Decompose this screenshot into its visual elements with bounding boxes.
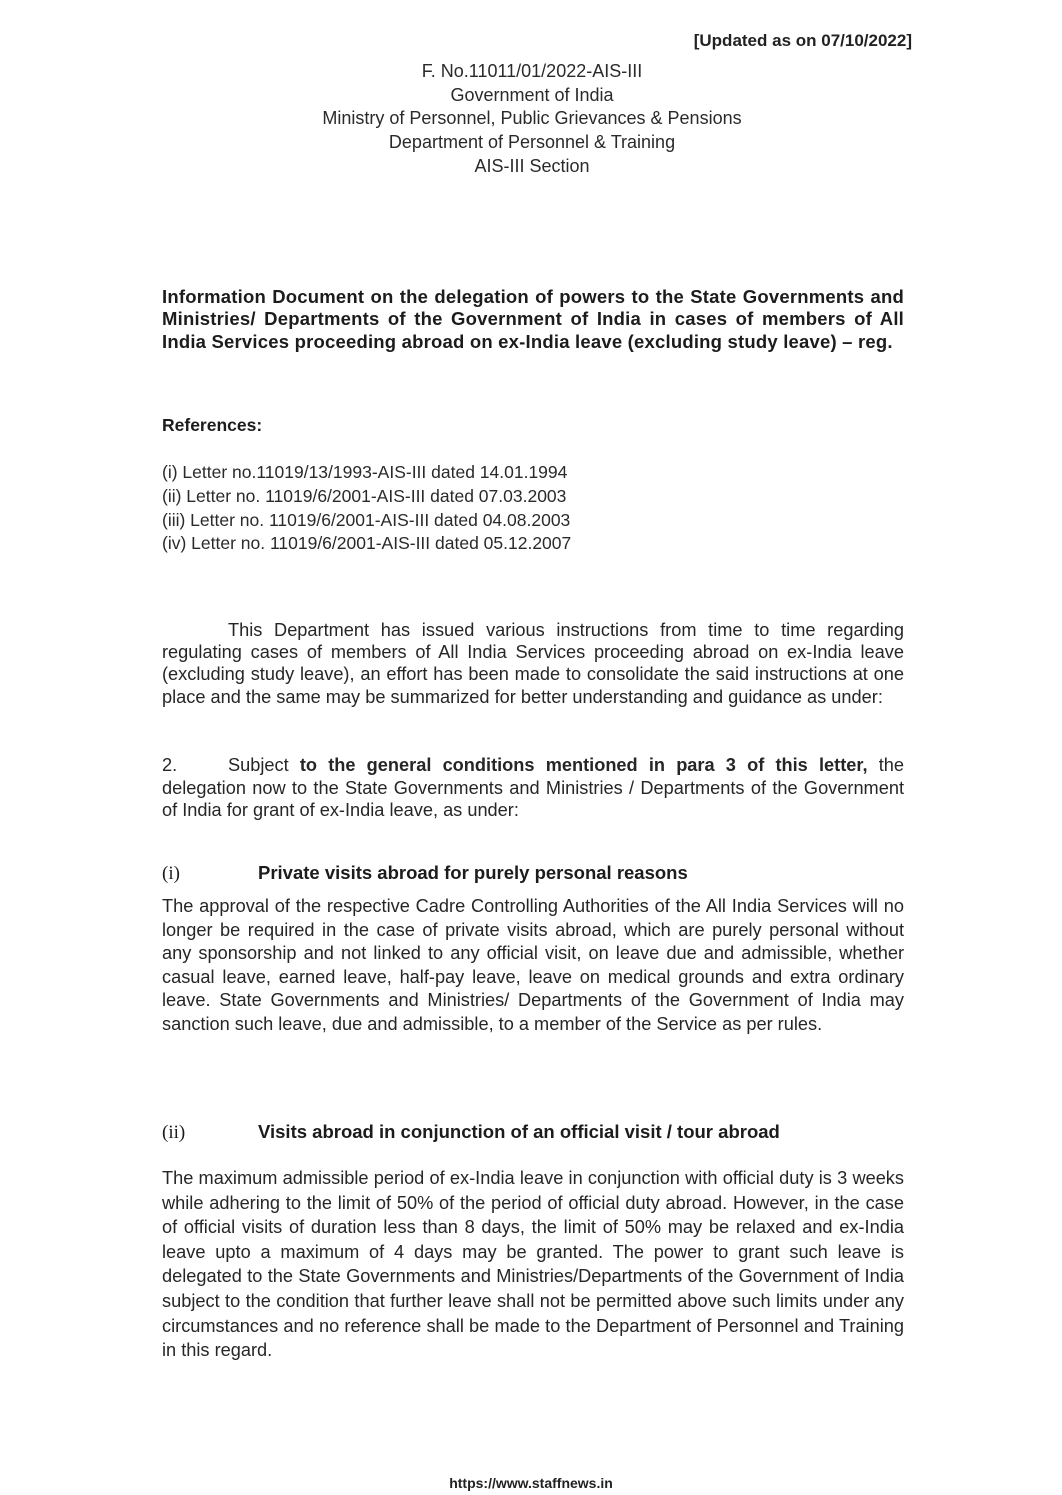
paragraph-number: 2. [162, 755, 178, 775]
section-body-1: The approval of the respective Cadre Controlling Authorities of the All India Services will no longer be required in the case of private visits abroad, which are purely personal without any sponsorship and not linked to any official visit, on leave due and admissible, whether casual leave, earned leave, half-pay leave, leave on medical grounds and extra ordinary leave. State Governments and Ministries/ Departments of the Government of India may sanction such leave, due and admissible, to a member of the Service as per rules. [162, 896, 904, 1034]
department-name: Department of Personnel & Training [388, 132, 676, 153]
paragraph-lead: Subject [228, 755, 300, 775]
paragraph-bold-text: to the general conditions mentioned in para 3 of this letter, [299, 755, 868, 775]
updated-date: [Updated as on 07/10/2022] [693, 31, 912, 50]
section-heading-1 [162, 862, 688, 885]
ministry-name: Ministry of Personnel, Public Grievances & Pensions [322, 108, 742, 129]
section-title: Visits abroad in conjunction of an official visit / tour abroad [258, 1121, 780, 1142]
footer-url: https://www.staffnews.in [449, 1475, 613, 1491]
reference-item: (iv) Letter no. 11019/6/2001-AIS-III dated 05.12.2007 [162, 533, 572, 554]
reference-item: (iii) Letter no. 11019/6/2001-AIS-III dated 04.08.2003 [162, 509, 571, 530]
paragraph-2 [162, 754, 904, 822]
government-name: Government of India [450, 84, 614, 105]
section-number: (i) [162, 863, 180, 884]
section-body-2: The maximum admissible period of ex-India leave in conjunction with official duty is 3 weeks while adhering to the limit of 50% of the period of official duty abroad. However, in the case of official visits of duration less than 8 days, the limit of 50% may be relaxed and ex-India leave upto a maximum of 4 days may be granted. The power to grant such leave is delegated to the State Governments and Ministries/Departments of the Government of India subject to the condition that further leave shall not be permitted above such limits under any circumstances and no reference shall be made to the Department of Personnel and Training in this regard. [162, 1168, 904, 1361]
paragraph-rest: the delegation now to the State Governments and Ministries / Departments of the Government of India for grant of ex-India leave, as under: [162, 755, 904, 820]
section-heading-2 [162, 1121, 780, 1144]
section-title: Private visits abroad for purely personal reasons [258, 862, 688, 883]
letter-header [0, 60, 1062, 179]
reference-item: (ii) Letter no. 11019/6/2001-AIS-III dated 07.03.2003 [162, 485, 567, 506]
document-title: Information Document on the delegation of powers to the State Governments and Ministries/ Departments of the Government of India in cases of members of All India Services proceeding abroad on ex-India leave (excluding study leave) – reg. [162, 286, 904, 352]
file-number: F. No.11011/01/2022-AIS-III [421, 61, 643, 81]
section-name: AIS-III Section [474, 155, 590, 176]
references-list [162, 461, 571, 556]
section-number: (ii) [162, 1122, 186, 1143]
references-label: References: [162, 415, 263, 435]
reference-item: (i) Letter no.11019/13/1993-AIS-III dated 14.01.1994 [162, 462, 568, 482]
intro-paragraph: This Department has issued various instructions from time to time regarding regulating cases of members of All India Services proceeding abroad on ex-India leave (excluding study leave), an effort has been made to consolidate the said instructions at one place and the same may be summarized for better understanding and guidance as under: [162, 620, 904, 707]
